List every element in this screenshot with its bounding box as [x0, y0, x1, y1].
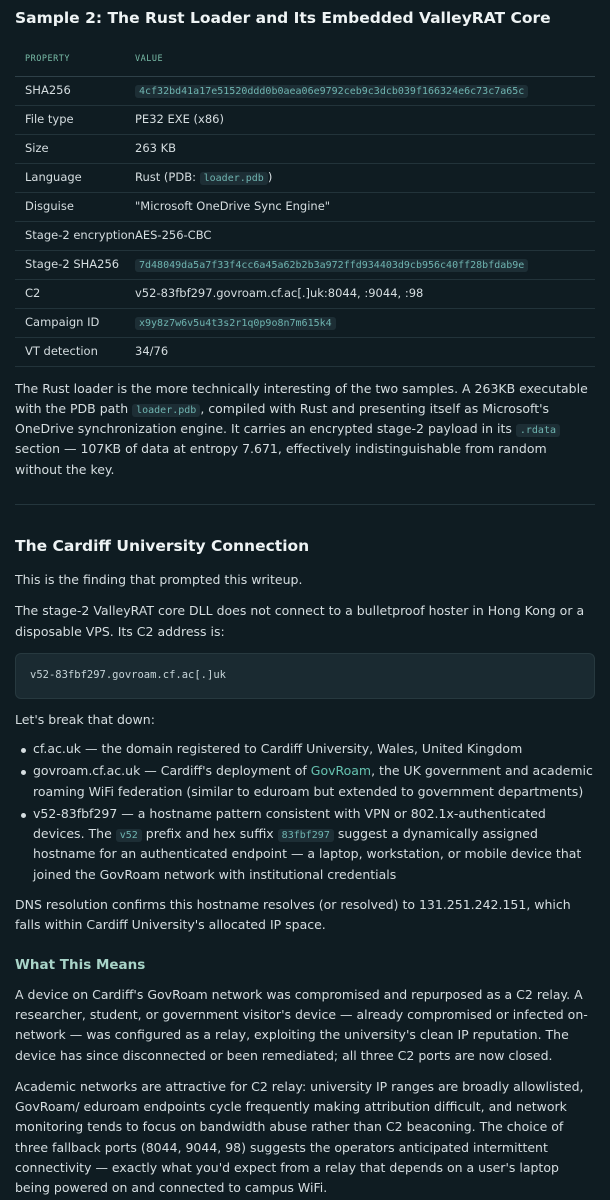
value-cell [135, 250, 595, 279]
list-item: cf.ac.uk — the domain registered to Cardiff University, Wales, United Kingdom [15, 739, 595, 759]
property-cell: File type [15, 105, 135, 134]
table-row [15, 76, 595, 105]
value-cell: AES-256-CBC [135, 221, 595, 250]
list-item-text: , the UK government and academic roaming WiFi federation (similar to eduroam but extended to government departments) [33, 763, 593, 799]
list-item [15, 804, 595, 885]
rdata-code: .rdata [516, 424, 560, 437]
value-cell [135, 308, 595, 337]
intro-paragraph [15, 379, 595, 480]
table-row [15, 308, 595, 337]
sha256-code: 4cf32bd41a17e51520ddd0b0aea06e9792ceb9c3dcb039f166324e6c73c7a65c [135, 85, 528, 98]
value-cell [135, 76, 595, 105]
section-heading-cardiff: The Cardiff University Connection [15, 536, 310, 555]
dns-paragraph: DNS resolution confirms this hostname resolves (or resolved) to 131.251.242.151, which falls within Cardiff University's allocated IP space. [15, 896, 571, 933]
property-cell: Disguise [15, 192, 135, 221]
article [0, 8, 610, 1200]
value-cell: PE32 EXE (x86) [135, 105, 595, 134]
property-cell: Stage-2 encryption [15, 221, 135, 250]
table-row [15, 134, 595, 163]
table-row [15, 192, 595, 221]
list-item-text: v52-83fbf297 — a hostname pattern consistent with VPN or 802.1x-authenticated devices. The [33, 805, 546, 842]
govroam-link[interactable]: GovRoam [310, 763, 372, 779]
c2-code-block: v52-83fbf297.govroam.cf.ac[.]uk [15, 653, 595, 699]
property-cell: Campaign ID [15, 308, 135, 337]
properties-table [15, 44, 595, 367]
value-cell: "Microsoft OneDrive Sync Engine" [135, 192, 595, 221]
section-heading-what-this-means: What This Means [15, 957, 146, 974]
stage2-paragraph: The stage-2 ValleyRAT core DLL does not connect to a bulletproof hoster in Hong Kong or a disposable VPS. Its C2 address is: [15, 603, 585, 639]
intro-text-2: , compiled with Rust and presenting itself as Microsoft's OneDrive synchronization engine. It carries an encrypted stage-2 payload in its [15, 400, 550, 437]
breakdown-list [15, 739, 595, 885]
value-cell [135, 163, 595, 192]
pdb-code: loader.pdb [200, 172, 268, 185]
table-row [15, 105, 595, 134]
value-cell: 34/76 [135, 337, 595, 366]
property-cell: VT detection [15, 337, 135, 366]
value-cell: v52-83fbf297.govroam.cf.ac[.]uk:8044, :9044, :98 [135, 279, 595, 308]
list-item-text: suggest a dynamically assigned hostname for an authenticated endpoint — a laptop, workstation, or mobile device that joined the GovRoam network with institutional credentials [33, 826, 582, 882]
property-cell: C2 [15, 279, 135, 308]
table-row [15, 250, 595, 279]
list-item [15, 761, 595, 802]
loader-pdb-code: loader.pdb [132, 404, 200, 417]
intro-text-1: The Rust loader is the more technically interesting of the two samples. A 263KB executable with the PDB path [15, 380, 588, 416]
stage2-sha256-code: 7d48049da5a7f33f4cc6a45a62b2b3a972ffd934403d9cb956c40ff28bfdab9e [135, 259, 528, 272]
hex-suffix-code: 83fbf297 [278, 829, 334, 842]
table-row [15, 337, 595, 366]
property-cell: Stage-2 SHA256 [15, 250, 135, 279]
table-row [15, 221, 595, 250]
means-paragraph-1: A device on Cardiff's GovRoam network was compromised and repurposed as a C2 relay. A researcher, student, or government visitor's device — already compromised or infected on-network — was configured as a relay, exploiting the university's clean IP reputation. The device has since disconnected or been remediated; all three C2 ports are now closed. [15, 986, 588, 1063]
property-cell: SHA256 [15, 76, 135, 105]
language-prefix: Rust (PDB: [135, 170, 200, 185]
means-paragraph-2: Academic networks are attractive for C2 relay: university IP ranges are broadly allowlisted, GovRoam/ eduroam endpoints cycle frequently making attribution difficult, and network monitoring tends to focus on bandwidth abuse rather than C2 beaconing. The choice of three fallback ports (8044, 9044, 98) suggests the operators anticipated intermittent connectivity — exactly what you'd expect from a relay that depends on a user's laptop being powered on and connected to campus WiFi. [15, 1078, 584, 1196]
finding-paragraph: This is the finding that prompted this writeup. [15, 572, 303, 588]
column-header-value: VALUE [135, 44, 595, 76]
table-row [15, 163, 595, 192]
table-header-row [15, 44, 595, 76]
v52-code: v52 [116, 829, 142, 842]
column-header-property: PROPERTY [15, 44, 135, 76]
property-cell: Language [15, 163, 135, 192]
value-cell: 263 KB [135, 134, 595, 163]
property-cell: Size [15, 134, 135, 163]
intro-text-3: section — 107KB of data at entropy 7.671, effectively indistinguishable from random without the key. [15, 441, 547, 477]
list-item-text: prefix and hex suffix [141, 826, 278, 842]
section-divider [15, 504, 595, 505]
breakdown-paragraph: Let's break that down: [15, 711, 155, 727]
section-heading-sample-2: Sample 2: The Rust Loader and Its Embedded ValleyRAT Core [15, 9, 551, 27]
list-item-text: govroam.cf.ac.uk — Cardiff's deployment of [33, 763, 311, 779]
campaign-id-code: x9y8z7w6v5u4t3s2r1q0p9o8n7m615k4 [135, 317, 336, 330]
table-row [15, 279, 595, 308]
language-suffix: ) [267, 170, 273, 185]
